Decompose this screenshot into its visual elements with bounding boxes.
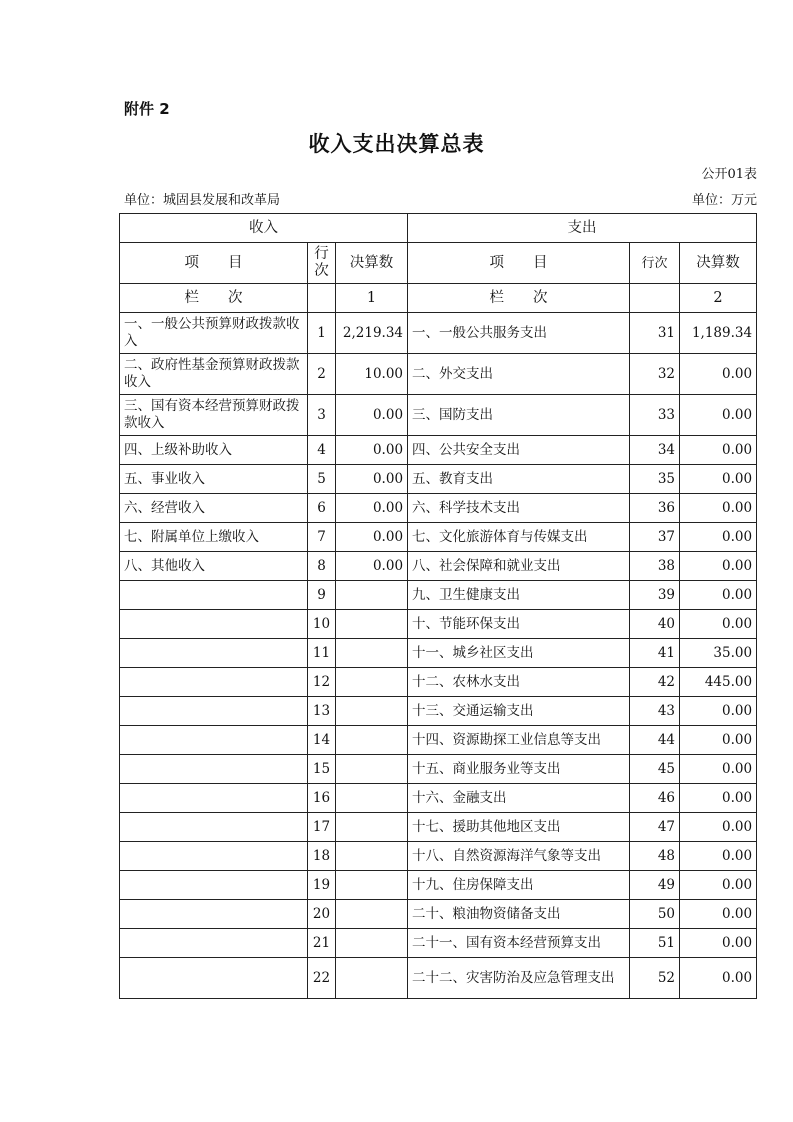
income-section-header: 收入 xyxy=(120,214,408,243)
expense-amount-cell: 35.00 xyxy=(680,639,757,668)
income-amount-cell: 0.00 xyxy=(336,465,408,494)
table-row xyxy=(120,639,757,668)
expense-line-no-cell: 39 xyxy=(630,581,680,610)
unit-currency: 单位：万元 xyxy=(691,193,757,208)
income-amount-cell xyxy=(336,958,408,999)
expense-amount-cell: 0.00 xyxy=(680,395,757,436)
income-amount-cell xyxy=(336,610,408,639)
expense-item-cell: 三、国防支出 xyxy=(408,395,630,436)
column-index-row xyxy=(120,284,757,313)
income-item-cell xyxy=(120,697,308,726)
income-amount-cell xyxy=(336,726,408,755)
income-line-no-cell: 14 xyxy=(308,726,336,755)
expense-line-no-cell: 51 xyxy=(630,929,680,958)
income-line-no-cell: 10 xyxy=(308,610,336,639)
income-line-no-cell: 5 xyxy=(308,465,336,494)
income-col-number: 1 xyxy=(336,284,408,313)
income-amount-cell xyxy=(336,697,408,726)
income-item-cell xyxy=(120,639,308,668)
income-line-no-cell: 21 xyxy=(308,929,336,958)
expense-col-number: 2 xyxy=(680,284,757,313)
table-row xyxy=(120,552,757,581)
income-line-no-cell: 2 xyxy=(308,354,336,395)
table-row xyxy=(120,581,757,610)
table-row xyxy=(120,958,757,999)
income-item-cell: 六、经营收入 xyxy=(120,494,308,523)
income-line-no-cell: 8 xyxy=(308,552,336,581)
income-line-no-cell: 12 xyxy=(308,668,336,697)
income-item-cell xyxy=(120,871,308,900)
income-amount-cell xyxy=(336,581,408,610)
income-item-cell: 五、事业收入 xyxy=(120,465,308,494)
section-header-row xyxy=(120,214,757,243)
expense-item-cell: 六、科学技术支出 xyxy=(408,494,630,523)
attachment-label: 附件 2 xyxy=(124,100,170,118)
income-item-cell xyxy=(120,784,308,813)
table-row xyxy=(120,523,757,552)
expense-line-no-cell: 50 xyxy=(630,900,680,929)
expense-line-no-cell: 37 xyxy=(630,523,680,552)
expense-line-no-cell: 40 xyxy=(630,610,680,639)
table-row xyxy=(120,871,757,900)
income-line-no-cell: 9 xyxy=(308,581,336,610)
expense-item-cell: 一、一般公共服务支出 xyxy=(408,313,630,354)
expense-item-cell: 二十二、灾害防治及应急管理支出 xyxy=(408,958,630,999)
table-row xyxy=(120,697,757,726)
income-item-cell: 二、政府性基金预算财政拨款收入 xyxy=(120,354,308,395)
table-row xyxy=(120,668,757,697)
table-row xyxy=(120,610,757,639)
form-number: 公开01表 xyxy=(701,167,757,182)
income-line-no-header: 行 次 xyxy=(308,243,336,284)
expense-line-no-cell: 48 xyxy=(630,842,680,871)
income-amount-cell xyxy=(336,900,408,929)
income-item-cell xyxy=(120,610,308,639)
table-row xyxy=(120,755,757,784)
expense-section-header: 支出 xyxy=(408,214,757,243)
expense-line-no-cell: 38 xyxy=(630,552,680,581)
expense-line-no-cell: 35 xyxy=(630,465,680,494)
income-col-blank xyxy=(308,284,336,313)
expense-line-no-cell: 46 xyxy=(630,784,680,813)
income-item-cell: 一、一般公共预算财政拨款收入 xyxy=(120,313,308,354)
income-amount-cell: 2,219.34 xyxy=(336,313,408,354)
income-item-cell xyxy=(120,958,308,999)
table-row xyxy=(120,436,757,465)
income-item-cell xyxy=(120,900,308,929)
expense-amount-cell: 0.00 xyxy=(680,726,757,755)
income-expense-table xyxy=(119,213,757,999)
table-row xyxy=(120,465,757,494)
expense-line-no-cell: 31 xyxy=(630,313,680,354)
expense-amount-cell: 0.00 xyxy=(680,581,757,610)
table-row xyxy=(120,842,757,871)
expense-line-no-cell: 32 xyxy=(630,354,680,395)
expense-item-cell: 十三、交通运输支出 xyxy=(408,697,630,726)
column-header-row xyxy=(120,243,757,284)
income-line-no-cell: 11 xyxy=(308,639,336,668)
table-row xyxy=(120,726,757,755)
table-row xyxy=(120,813,757,842)
income-amount-cell xyxy=(336,871,408,900)
expense-line-no-cell: 47 xyxy=(630,813,680,842)
expense-item-cell: 八、社会保障和就业支出 xyxy=(408,552,630,581)
income-line-no-cell: 1 xyxy=(308,313,336,354)
income-item-cell xyxy=(120,581,308,610)
expense-amount-cell: 0.00 xyxy=(680,697,757,726)
expense-item-header: 项 目 xyxy=(408,243,630,284)
expense-amount-cell: 0.00 xyxy=(680,900,757,929)
income-amount-cell xyxy=(336,929,408,958)
expense-amount-cell: 1,189.34 xyxy=(680,313,757,354)
expense-line-no-header: 行次 xyxy=(630,243,680,284)
table-row xyxy=(120,494,757,523)
income-line-no-cell: 15 xyxy=(308,755,336,784)
income-item-cell: 三、国有资本经营预算财政拨款收入 xyxy=(120,395,308,436)
expense-amount-header: 决算数 xyxy=(680,243,757,284)
expense-line-no-cell: 41 xyxy=(630,639,680,668)
expense-col-label: 栏 次 xyxy=(408,284,630,313)
expense-item-cell: 十六、金融支出 xyxy=(408,784,630,813)
expense-item-cell: 十七、援助其他地区支出 xyxy=(408,813,630,842)
expense-amount-cell: 0.00 xyxy=(680,755,757,784)
table-row xyxy=(120,354,757,395)
expense-col-blank xyxy=(630,284,680,313)
expense-item-cell: 二十一、国有资本经营预算支出 xyxy=(408,929,630,958)
expense-line-no-cell: 49 xyxy=(630,871,680,900)
income-line-no-cell: 18 xyxy=(308,842,336,871)
income-line-no-cell: 3 xyxy=(308,395,336,436)
unit-organization: 单位：城固县发展和改革局 xyxy=(124,193,281,208)
income-line-no-cell: 13 xyxy=(308,697,336,726)
income-amount-cell xyxy=(336,639,408,668)
income-item-header: 项 目 xyxy=(120,243,308,284)
expense-line-no-cell: 36 xyxy=(630,494,680,523)
expense-amount-cell: 0.00 xyxy=(680,929,757,958)
income-amount-cell xyxy=(336,755,408,784)
income-amount-cell xyxy=(336,842,408,871)
table-row xyxy=(120,900,757,929)
income-line-no-cell: 19 xyxy=(308,871,336,900)
expense-item-cell: 七、文化旅游体育与传媒支出 xyxy=(408,523,630,552)
expense-amount-cell: 0.00 xyxy=(680,354,757,395)
income-item-cell xyxy=(120,726,308,755)
income-amount-cell: 0.00 xyxy=(336,395,408,436)
income-item-cell xyxy=(120,755,308,784)
expense-item-cell: 四、公共安全支出 xyxy=(408,436,630,465)
expense-item-cell: 五、教育支出 xyxy=(408,465,630,494)
table-row xyxy=(120,395,757,436)
table-row xyxy=(120,313,757,354)
expense-amount-cell: 0.00 xyxy=(680,610,757,639)
income-amount-cell xyxy=(336,784,408,813)
income-line-no-cell: 7 xyxy=(308,523,336,552)
expense-amount-cell: 0.00 xyxy=(680,436,757,465)
expense-line-no-cell: 33 xyxy=(630,395,680,436)
income-line-no-cell: 20 xyxy=(308,900,336,929)
expense-item-cell: 十四、资源勘探工业信息等支出 xyxy=(408,726,630,755)
expense-line-no-cell: 42 xyxy=(630,668,680,697)
expense-item-cell: 二十、粮油物资储备支出 xyxy=(408,900,630,929)
expense-amount-cell: 0.00 xyxy=(680,552,757,581)
income-item-cell: 七、附属单位上缴收入 xyxy=(120,523,308,552)
income-amount-cell: 0.00 xyxy=(336,436,408,465)
income-amount-cell: 0.00 xyxy=(336,523,408,552)
expense-amount-cell: 0.00 xyxy=(680,958,757,999)
income-amount-cell: 10.00 xyxy=(336,354,408,395)
expense-amount-cell: 0.00 xyxy=(680,523,757,552)
expense-line-no-cell: 52 xyxy=(630,958,680,999)
income-line-no-cell: 6 xyxy=(308,494,336,523)
income-amount-cell xyxy=(336,813,408,842)
expense-item-cell: 十八、自然资源海洋气象等支出 xyxy=(408,842,630,871)
expense-amount-cell: 0.00 xyxy=(680,842,757,871)
expense-line-no-cell: 44 xyxy=(630,726,680,755)
expense-line-no-cell: 43 xyxy=(630,697,680,726)
income-line-no-cell: 17 xyxy=(308,813,336,842)
expense-line-no-cell: 34 xyxy=(630,436,680,465)
page-title: 收入支出决算总表 xyxy=(308,132,485,156)
expense-item-cell: 二、外交支出 xyxy=(408,354,630,395)
income-amount-cell: 0.00 xyxy=(336,494,408,523)
expense-line-no-cell: 45 xyxy=(630,755,680,784)
income-col-label: 栏 次 xyxy=(120,284,308,313)
income-item-cell: 四、上级补助收入 xyxy=(120,436,308,465)
table-row xyxy=(120,784,757,813)
income-item-cell xyxy=(120,929,308,958)
income-line-no-cell: 4 xyxy=(308,436,336,465)
income-item-cell xyxy=(120,842,308,871)
income-item-cell: 八、其他收入 xyxy=(120,552,308,581)
income-item-cell xyxy=(120,668,308,697)
income-line-no-cell: 22 xyxy=(308,958,336,999)
expense-amount-cell: 0.00 xyxy=(680,494,757,523)
expense-amount-cell: 0.00 xyxy=(680,784,757,813)
expense-item-cell: 十一、城乡社区支出 xyxy=(408,639,630,668)
expense-amount-cell: 0.00 xyxy=(680,871,757,900)
expense-item-cell: 十二、农林水支出 xyxy=(408,668,630,697)
income-amount-cell xyxy=(336,668,408,697)
expense-item-cell: 十五、商业服务业等支出 xyxy=(408,755,630,784)
income-amount-cell: 0.00 xyxy=(336,552,408,581)
expense-amount-cell: 0.00 xyxy=(680,813,757,842)
table-row xyxy=(120,929,757,958)
expense-amount-cell: 445.00 xyxy=(680,668,757,697)
income-amount-header: 决算数 xyxy=(336,243,408,284)
expense-item-cell: 十九、住房保障支出 xyxy=(408,871,630,900)
expense-item-cell: 九、卫生健康支出 xyxy=(408,581,630,610)
expense-item-cell: 十、节能环保支出 xyxy=(408,610,630,639)
income-line-no-cell: 16 xyxy=(308,784,336,813)
income-item-cell xyxy=(120,813,308,842)
expense-amount-cell: 0.00 xyxy=(680,465,757,494)
